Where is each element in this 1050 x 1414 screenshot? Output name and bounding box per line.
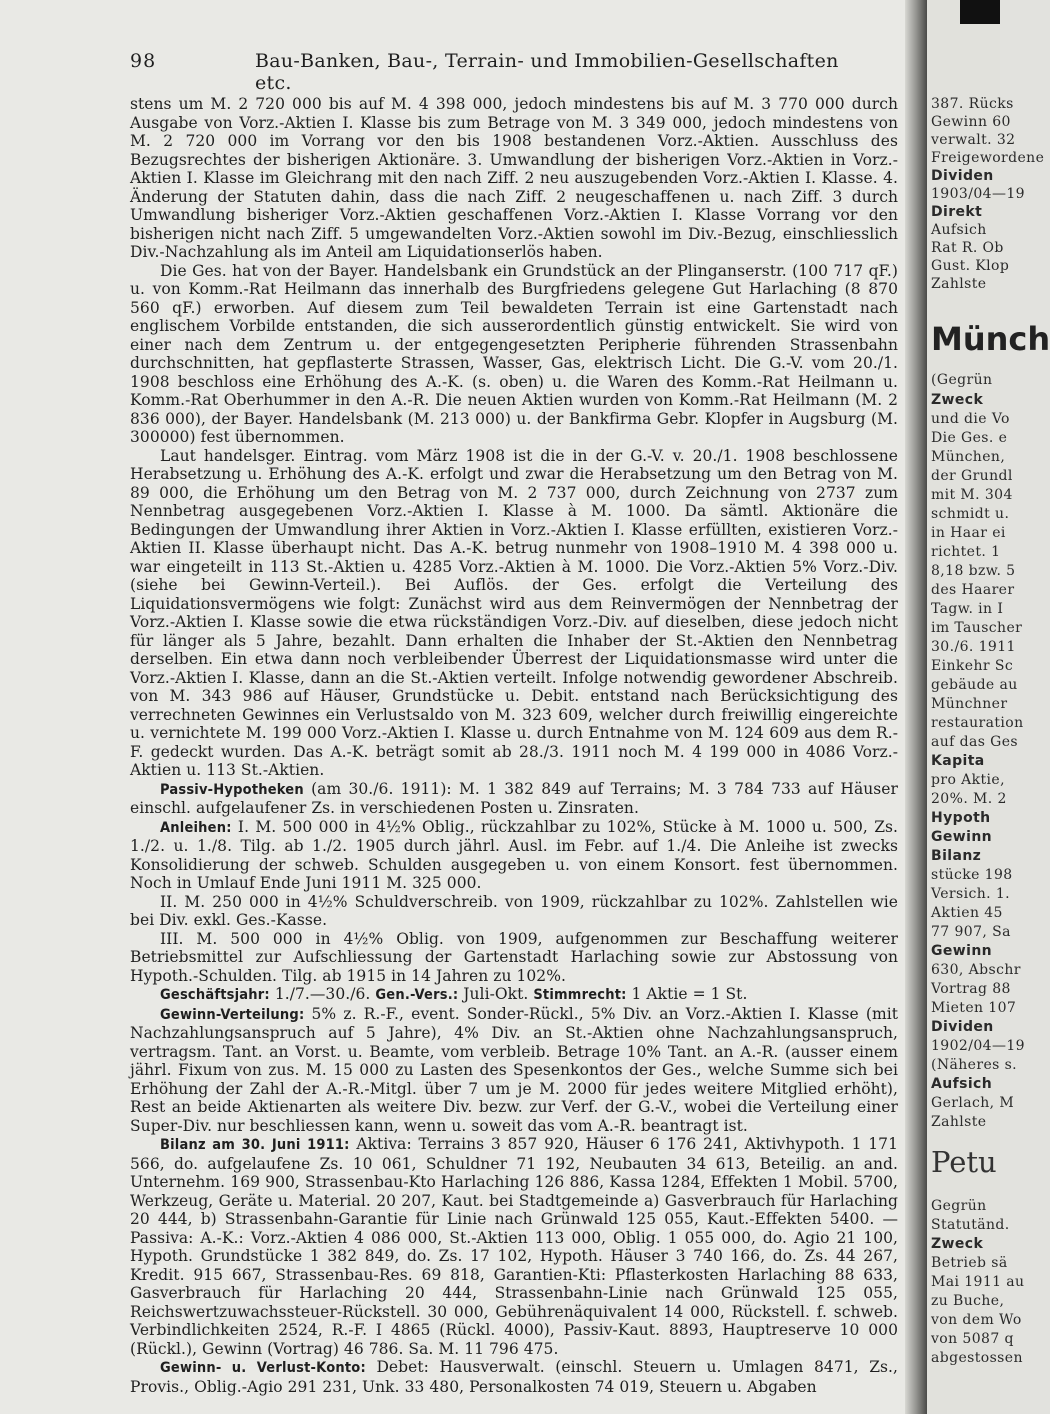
fragment-heading: Petu xyxy=(931,1145,997,1179)
fragment-line: Einkehr Sc xyxy=(931,658,1014,674)
fragment-line: Aufsich xyxy=(931,1076,993,1092)
paragraph xyxy=(130,262,898,447)
paragraph xyxy=(130,95,898,262)
section-text: 1./7.—30./6. xyxy=(274,985,371,1003)
fragment-line: 630, Abschr xyxy=(931,962,1021,978)
fragment-line: der Grundl xyxy=(931,468,1013,484)
section-gewinn-verlust xyxy=(130,1358,898,1396)
fragment-line: Dividen xyxy=(931,168,994,184)
fragment-line: München, xyxy=(931,449,1006,465)
page-body xyxy=(130,95,898,1396)
fragment-line: 30./6. 1911 xyxy=(931,639,1016,655)
fragment-line: und die Vo xyxy=(931,411,1010,427)
fragment-line: pro Aktie, xyxy=(931,772,1005,788)
fragment-line: auf das Ges xyxy=(931,734,1018,750)
section-text: Aktiva: Terrains 3 857 920, Häuser 6 176 241, Aktivhypoth. 1 171 566, do. aufgelaufene Zs. 10 061, Schuldner 71 192, Neubauten 34 613, Beteilig. an and. Unternehm. 169 900, Strassenbau-Kto Harlaching 126 886, Kassa 1284, Effekten 1 Mobil. 5700, Werkzeug, Geräte u. Material. 20 207, Kaut. bei Stadtgemeinde a) Gasverbrauch für Harlaching 20 444, b) Strassenbahn-Garantie für Linie nach Grünwald 125 055, Kaut.-Effekten 5400. — Passiva: A.-K.: Vorz.-Aktien 4 086 000, St.-Aktien 113 000, Oblig. 1 055 000, do. Agio 21 100, Hypoth. Grundstücke 1 382 849, do. Zs. 17 102, Hypoth. Häuser 3 740 166, do. Zs. 44 267, Kredit. 915 667, Strassenbau-Res. 69 818, Garantien-Kti: Pflasterkosten Harlaching 88 633, Gasverbrauch für Harlaching 20 444, Strassenbahn-Linie nach Grünwald 125 055, Reichswertzuwachssteuer-Rückstell. 30 000, Gebührenäquivalent 14 000, Rückstell. f. schweb. Verbindlichkeiten 2524, R.-F. I 4865 (Rückl. 4000), Passiv-Kaut. 8893, Hauptreserve 10 000 (Rückl.), Gewinn (Vortrag) 46 786. Sa. M. 11 796 475. xyxy=(130,1135,899,1358)
section-geschaeftsjahr xyxy=(130,985,898,1005)
fragment-line: richtet. 1 xyxy=(931,544,1001,560)
paragraph xyxy=(130,447,898,780)
section-heading: Gewinn- u. Verlust-Konto: xyxy=(160,1360,366,1376)
fragment-line: stücke 198 xyxy=(931,867,1013,883)
fragment-line: von 5087 q xyxy=(931,1331,1014,1347)
section-text: Juli-Okt. xyxy=(463,985,529,1003)
fragment-line: restauration xyxy=(931,715,1024,731)
fragment-line: (Näheres s. xyxy=(931,1057,1018,1073)
fragment-line: Tagw. in I xyxy=(931,601,1004,617)
fragment-line: Mai 1911 au xyxy=(931,1274,1025,1290)
section-bilanz xyxy=(130,1135,898,1358)
fragment-line: von dem Wo xyxy=(931,1312,1022,1328)
running-header: Bau-Banken, Bau-, Terrain- und Immobilien-Gesellschaften etc. xyxy=(255,50,839,94)
fragment-line: Zweck xyxy=(931,392,984,408)
book-gutter xyxy=(905,0,927,1414)
fragment-line: schmidt u. xyxy=(931,506,1010,522)
fragment-line: 20%. M. 2 xyxy=(931,791,1007,807)
section-gewinn-verteilung xyxy=(130,1005,898,1136)
paragraph-text: Die Ges. hat von der Bayer. Handelsbank ein Grundstück an der Plinganserstr. (100 717 qF.) u. von Komm.-Rat Heilmann das innerhalb des Burgfriedens gelegene Gut Harlaching (8 870 560 qF.) erworben. Auf diesem zum Teil bewaldeten Terrain ist eine Gartenstadt nach englischem Vorbilde entstanden, die sich ausserordentlich günstig entwickelt. Sie wird von einer nach dem Zentrum u. der entgegengesetzten Peripherie führenden Strassenbahn durchschnitten, hat gepflasterte Strassen, Wasser, Gas, elektrisch Licht. Die G.-V. vom 20./1. 1908 beschloss eine Erhöhung des A.-K. (s. oben) u. die Waren des Komm.-Rat Heilmann u. Komm.-Rat Oberhummer in den A.-R. Die neuen Aktien wurden von Komm.-Rat Heilmann (M. 2 836 000), der Bayer. Handelsbank (M. 213 000) u. der Bankfirma Gebr. Klopfer in Augsburg (M. 300000) fest übernommen. xyxy=(130,261,898,446)
scan-dark-corner xyxy=(960,0,1000,24)
fragment-line: Zahlste xyxy=(931,276,987,292)
fragment-line: 8,18 bzw. 5 xyxy=(931,563,1016,579)
fragment-line: Gust. Klop xyxy=(931,258,1010,274)
fragment-line: Münchner xyxy=(931,696,1008,712)
fragment-line: zu Buche, xyxy=(931,1293,1005,1309)
fragment-line: Mieten 107 xyxy=(931,1000,1017,1016)
fragment-line: Vortrag 88 xyxy=(931,981,1011,997)
section-anleihen xyxy=(130,818,898,893)
fragment-line: Gewinn xyxy=(931,829,993,845)
fragment-line: Rat R. Ob xyxy=(931,240,1004,256)
right-page-edge xyxy=(927,0,1050,1414)
fragment-heading: Münch xyxy=(931,320,1050,358)
fragment-line: Bilanz xyxy=(931,848,982,864)
section-text: 5% z. R.-F., event. Sonder-Rückl., 5% Div. an Vorz.-Aktien I. Klasse (mit Nachzahlungsanspruch auf 5 Jahre), 4% Div. an St.-Aktien ohne Nachzahlungsanspruch, vertragsm. Tant. an Vorst. u. Beamte, vom verbleib. Betrage 10% Tant. an A.-R. (ausser einem jährl. Fixum von zus. M. 15 000 zu Lasten des Spesenkontos der Ges., welche Summe sich bei Erhöhung der Zahl der A.-R.-Mitgl. über 7 um je M. 2000 für jedes weitere Mitglied erhöht), Rest an beide Aktienarten als weitere Div. bezw. zur Verf. der G.-V., wobei die Verteilung einer Super-Div. nur beschliessen kann, wenn u. soweit das vom A.-R. beantragt ist. xyxy=(130,1004,898,1135)
fragment-line: 1902/04—19 xyxy=(931,1038,1025,1054)
section-text: 1 Aktie = 1 St. xyxy=(631,985,748,1003)
section-heading: Stimmrecht: xyxy=(533,987,627,1003)
fragment-line: Zahlste xyxy=(931,1114,987,1130)
paragraph-text: II. M. 250 000 in 4½% Schuldverschreib. von 1909, rückzahlbar zu 102%. Zahlstellen wie bei Div. exkl. Ges.-Kasse. xyxy=(130,892,898,929)
fragment-line: 1903/04—19 xyxy=(931,186,1025,202)
fragment-line: Gegrün xyxy=(931,1198,987,1214)
fragment-line: gebäude au xyxy=(931,677,1018,693)
fragment-line: Gewinn 60 xyxy=(931,114,1011,130)
fragment-line: Betrieb sä xyxy=(931,1255,1008,1271)
paragraph-text: stens um M. 2 720 000 bis auf M. 4 398 000, jedoch mindestens bis auf M. 3 770 000 durch Ausgabe von Vorz.-Aktien I. Klasse bis zum Betrage von M. 3 349 000, jedoch mindestens von M. 2 720 000 im Vorrang vor den bis 1908 bestandenen Vorz.-Aktien. Ausschluss des Bezugsrechtes der bisherigen Aktionäre. 3. Umwandlung der bisherigen Vorz.-Aktien in Vorz.-Aktien I. Klasse im Gleichrang mit den nach Ziff. 2 neu auszugebenden Vorz.-Aktien I. Klasse. 4. Änderung der Statuten dahin, dass die nach Ziff. 2 neugeschaffenen u. nach Ziff. 3 durch Umwandlung bisheriger Vorz.-Aktien geschaffenen Vorz.-Aktien I. Klasse Vorrang vor den bisherigen nicht nach Ziff. 5 umgewandelten Vorz.-Aktien sowohl im Div.-Bezug, einschliesslich Div.-Nachzahlung als im Anteil am Liquidationserlös haben. xyxy=(130,95,898,261)
fragment-line: 387. Rücks xyxy=(931,96,1014,112)
fragment-line: des Haarer xyxy=(931,582,1015,598)
section-text: (am 30./6. 1911): M. 1 382 849 auf Terrains; M. 3 784 733 auf Häuser einschl. aufgelaufener Zs. in verschiedenen Posten u. Zinsraten. xyxy=(130,779,898,817)
section-passiv-hypotheken xyxy=(130,780,898,818)
paragraph xyxy=(130,930,898,986)
fragment-line: mit M. 304 xyxy=(931,487,1013,503)
fragment-line: Freigewordene xyxy=(931,150,1045,166)
fragment-line: Gewinn xyxy=(931,943,993,959)
fragment-line: 77 907, Sa xyxy=(931,924,1011,940)
fragment-line: Versich. 1. xyxy=(931,886,1010,902)
paragraph-text: Laut handelsger. Eintrag. vom März 1908 ist die in der G.-V. v. 20./1. 1908 beschlossene Herabsetzung u. Erhöhung des A.-K. erfolgt und zwar die Herabsetzung um den Betrag von M. 89 000, die Erhöhung um den Betrag von M. 2 737 000, durch Zeichnung von 2737 zum Nennbetrag ausgegebenen Vorz.-Aktien I. Klasse à M. 1000. Da sämtl. Aktionäre die Bedingungen der Umwandlung ihrer Aktien in Vorz.-Aktien I. Klasse erfüllten, existieren Vorz.-Aktien II. Klasse überhaupt nicht. Das A.-K. betrug nunmehr von 1908–1910 M. 4 398 000 u. war eingeteilt in 113 St.-Aktien u. 4285 Vorz.-Aktien à M. 1000. Die Vorz.-Aktien 5% Vorz.-Div. (siehe bei Gewinn-Verteil.). Bei Auflös. der Ges. erfolgt die Verteilung des Liquidationsvermögens wie folgt: Zunächst wird aus dem Reinvermögen der Nennbetrag der Vorz.-Aktien I. Klasse sowie die etwa rückständigen Vorz.-Div. auf dieselben, diese jedoch nicht für länger als 5 Jahre, bezahlt. Dann erhalten die Inhaber der St.-Aktien den Nennbetrag derselben. Ein etwa dann noch verbleibender Überrest der Liquidationsmasse wird unter die Vorz.-Aktien I. Klasse, dann an die St.-Aktien verteilt. Infolge notwendig gewordener Abschreib. von M. 343 986 auf Häuser, Grundstücke u. Debit. entstand nach Berücksichtigung des verrechneten Gewinnes ein Verlustsaldo von M. 323 609, welcher durch freiwillig eingereichte u. vernichtete M. 199 000 Vorz.-Aktien I. Klasse u. durch Entnahme von M. 124 609 aus dem R.-F. gedeckt wurden. Das A.-K. beträgt somit ab 28./3. 1911 noch M. 4 199 000 in 4086 Vorz.-Aktien u. 113 St.-Aktien. xyxy=(130,446,898,779)
fragment-line: Gerlach, M xyxy=(931,1095,1015,1111)
section-heading: Passiv-Hypotheken xyxy=(160,781,304,798)
fragment-line: Die Ges. e xyxy=(931,430,1008,446)
fragment-line: Kapita xyxy=(931,753,985,769)
fragment-line: verwalt. 32 xyxy=(931,132,1016,148)
section-heading: Gen.-Vers.: xyxy=(375,987,459,1003)
fragment-line: in Haar ei xyxy=(931,525,1006,541)
fragment-line: (Gegrün xyxy=(931,372,993,388)
fragment-line: im Tauscher xyxy=(931,620,1023,636)
page-number: 98 xyxy=(130,50,157,72)
paragraph-text: III. M. 500 000 in 4½% Oblig. von 1909, aufgenommen zur Beschaffung weiterer Betriebsmittel zur Aufschliessung der Gartenstadt Harlaching sowie zur Abstossung von Hypoth.-Schulden. Tilg. ab 1915 in 14 Jahren zu 102%. xyxy=(130,929,898,985)
section-heading: Geschäftsjahr: xyxy=(160,987,270,1003)
fragment-line: Zweck xyxy=(931,1236,984,1252)
fragment-line: abgestossen xyxy=(931,1350,1023,1366)
section-text: Debet: Hausverwalt. (einschl. Steuern u. Umlagen 8471, Zs., Provis., Oblig.-Agio 291 231, Unk. 33 480, Personalkosten 74 019, Steuern u. Abgaben xyxy=(130,1358,898,1396)
paragraph xyxy=(130,893,898,930)
fragment-line: Dividen xyxy=(931,1019,994,1035)
section-heading: Gewinn-Verteilung: xyxy=(160,1006,305,1023)
fragment-line: Hypoth xyxy=(931,810,991,826)
fragment-line: Aktien 45 xyxy=(931,905,1003,921)
section-text: I. M. 500 000 in 4½% Oblig., rückzahlbar zu 102%, Stücke à M. 1000 u. 500, Zs. 1./2. u. 1./8. Tilg. ab 1./2. 1905 durch jährl. Ausl. im Febr. auf 1./4. Die Anleihe ist zwecks Konsolidierung der schweb. Schulden ausgegeben u. von einem Konsort. fest übernommen. Noch in Umlauf Ende Juni 1911 M. 325 000. xyxy=(130,817,898,892)
fragment-line: Aufsich xyxy=(931,222,987,238)
section-heading: Anleihen: xyxy=(160,819,232,836)
fragment-line: Statutänd. xyxy=(931,1217,1010,1233)
section-heading: Bilanz am 30. Juni 1911: xyxy=(160,1137,350,1153)
fragment-line: Direkt xyxy=(931,204,983,220)
